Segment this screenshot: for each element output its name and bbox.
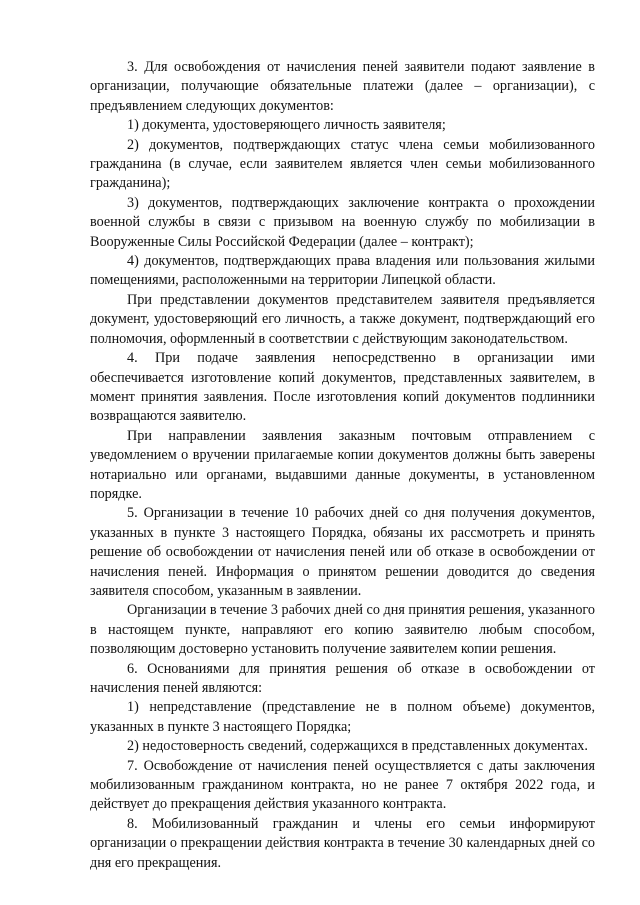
paragraph-3-item-3: 3) документов, подтверждающих заключение контракта о прохождении военной службы в связи с призывом на военную службу по мобилизации в Вооруженные Силы Российской Федерации (далее – контракт); [90, 194, 595, 250]
paragraph-3-intro: 3. Для освобождения от начисления пеней заявители подают заявление в организации, получающие обязательные платежи (далее – организации), с предъявлением следующих документов: [90, 59, 595, 114]
paragraph-5-copy: Организации в течение 3 рабочих дней со дня принятия решения, указанного в настоящем пункте, направляют его копию заявителю любым способом, позволяющим достоверно установить получение заявителем копии решения. [90, 602, 595, 658]
paragraph-8: 8. Мобилизованный гражданин и члены его семьи информируют организации о прекращении действия контракта в течение 30 календарных дней со дня его прекращения. [90, 815, 595, 871]
paragraph-4: 4. При подаче заявления непосредственно в организации ими обеспечивается изготовление копий документов, представленных заявителем, в момент принятия заявления. После изготовления копий документов подлинники возвращаются заявителю. [90, 350, 595, 425]
paragraph-5: 5. Организации в течение 10 рабочих дней со дня получения документов, указанных в пункте 3 настоящего Порядка, обязаны их рассмотреть и принять решение об освобождении от начисления пеней или об отказе в освобождении от начисления пеней. Информация о принятом решении доводится до сведения заявителя способом, указанным в заявлении. [90, 505, 595, 599]
paragraph-7: 7. Освобождение от начисления пеней осуществляется с даты заключения мобилизованным гражданином контракта, но не ранее 7 октября 2022 года, и действует до прекращения действия указанного контракта. [90, 757, 595, 813]
paragraph-3-item-1: 1) документа, удостоверяющего личность заявителя; [127, 117, 446, 134]
document-body [90, 58, 595, 873]
paragraph-3-item-2: 2) документов, подтверждающих статус члена семьи мобилизованного гражданина (в случае, если заявителем является член семьи мобилизованного гражданина); [90, 136, 595, 192]
paragraph-6: 6. Основаниями для принятия решения об отказе в освобождении от начисления пеней являются: [90, 660, 595, 696]
paragraph-3-item-4: 4) документов, подтверждающих права владения или пользования жилыми помещениями, расположенными на территории Липецкой области. [90, 253, 595, 289]
paragraph-representative: При представлении документов представителем заявителя предъявляется документ, удостоверяющий его личность, а также документ, подтверждающий его полномочия, оформленный в соответствии с действующим законодательством. [90, 291, 595, 347]
paragraph-4-mail: При направлении заявления заказным почтовым отправлением с уведомлением о вручении прилагаемые копии документов должны быть заверены нотариально или органами, выдавшими данные документы, в установленном порядке. [90, 427, 595, 502]
paragraph-6-item-2: 2) недостоверность сведений, содержащихся в представленных документах. [127, 738, 588, 755]
paragraph-6-item-1: 1) непредставление (представление не в полном объеме) документов, указанных в пункте 3 настоящего Порядка; [90, 699, 595, 735]
